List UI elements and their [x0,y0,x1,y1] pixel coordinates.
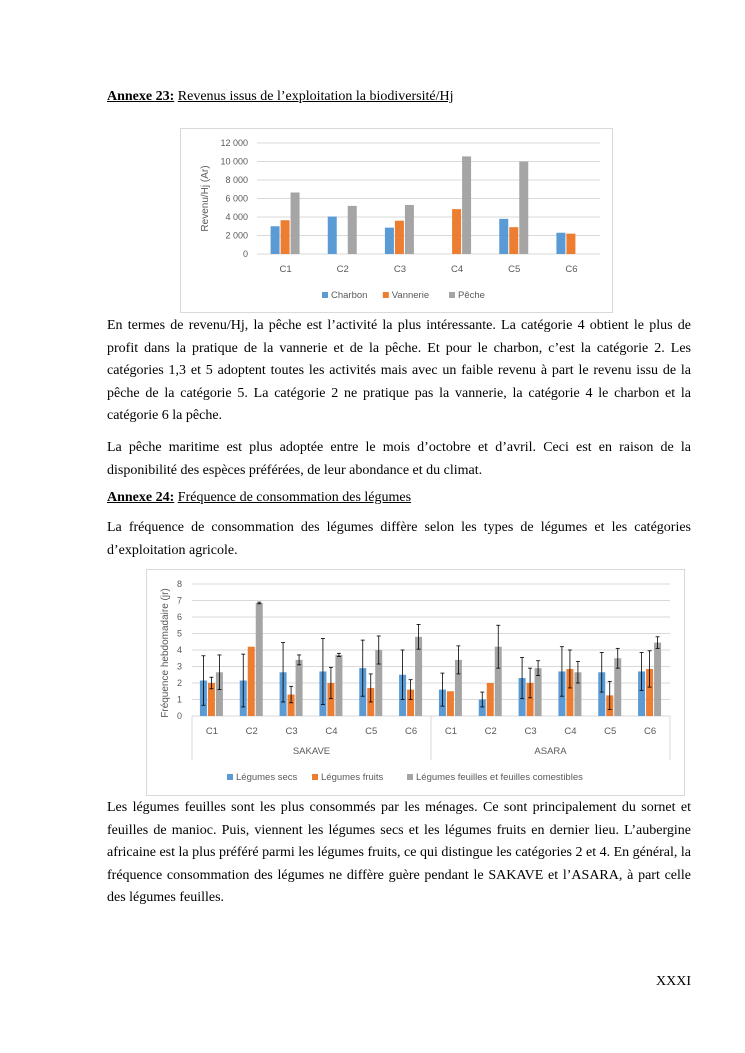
y-tick-label: 3 [176,661,182,672]
x-tick-label: C3 [393,264,406,275]
bar-pêche-c5 [519,162,528,255]
x-tick-label: C3 [524,726,537,737]
y-tick-label: 8 000 [225,175,248,185]
y-tick-label: 7 [176,595,182,606]
bar-vannerie-c6 [566,234,575,254]
y-tick-label: 6 [176,612,182,622]
legend-swatch-vannerie [383,292,389,298]
y-tick-label: 0 [176,711,182,721]
x-tick-label: C6 [644,726,657,737]
bar-pêche-c3 [405,205,414,254]
legend-swatch [312,774,318,780]
legend-label: Légumes feuilles et feuilles comestibles [416,772,583,783]
y-tick-label: 8 [176,579,182,589]
x-tick-label: C6 [565,264,578,275]
paragraph-frequence: La fréquence de consommation des légumes diffère selon les types de légumes et les catégories d’exploitation agricole. [107,520,691,558]
page-number: XXXI [656,974,691,989]
bar-series2-c1 [447,691,454,716]
bar-vannerie-c5 [509,227,518,254]
legend-swatch-charbon [322,292,328,298]
y-tick-label: 6 000 [225,193,248,204]
x-tick-label: C2 [336,264,349,275]
bar-series3-c4 [335,655,342,716]
x-tick-label: C1 [205,726,218,737]
y-tick-label: 0 [242,249,248,259]
bar-pêche-c1 [291,192,300,254]
bar-charbon-c2 [328,217,337,254]
group-label: ASARA [534,746,567,757]
bar-series3-c6 [654,643,661,716]
annex24-heading [107,490,411,506]
bar-vannerie-c4 [452,209,461,254]
y-tick-label: 2 [176,678,182,688]
legend-label: Pêche [458,290,485,301]
x-tick-label: C5 [508,264,521,275]
legend-label: Légumes secs [236,772,298,783]
bar-charbon-c3 [385,228,394,254]
y-tick-label: 4 [176,645,182,655]
revenue-chart-svg [181,129,612,312]
x-tick-label: C4 [451,264,464,275]
y-axis-title: Revenu/Hj (Ar) [200,165,211,232]
x-tick-label: C4 [564,726,577,737]
y-tick-label: 5 [176,628,182,639]
bar-charbon-c1 [271,226,280,254]
x-tick-label: C4 [325,726,338,737]
legend-label: Légumes fruits [321,772,384,783]
frequency-chart-svg [147,570,684,795]
legend-label: Vannerie [391,290,430,301]
legend-swatch [227,774,233,780]
frequency-chart [146,569,685,796]
legend-swatch [407,774,413,780]
revenue-chart [180,128,613,313]
x-tick-label: C1 [279,264,292,275]
bar-series3-c2 [256,603,263,716]
bar-pêche-c2 [348,206,357,254]
annex23-heading [107,89,453,105]
y-tick-label: 12 000 [220,138,248,148]
paragraph-revenue: En termes de revenu/Hj, la pêche est l’activité la plus intéressante. La catégorie 4 obtient le plus de profit dans la pratique de la vannerie et de la pêche. Et pour le charbon, c’est la catégorie 2. Les catégories 1,3 et 5 adoptent toutes les activités mais avec un faible revenu à part le revenu issu de la pêche de la catégorie 5. La catégorie 2 ne pratique pas la vannerie, la catégorie 4 le charbon et la catégorie 6 la pêche. [107,318,691,423]
paragraph-legumes: Les légumes feuilles sont les plus consommés par les ménages. Ce sont principalement du sornet et feuilles de manioc. Puis, viennent les légumes secs et les légumes fruits en dernier lieu. L’aubergine africaine est la plus préféré parmi les légumes fruits, ce qui distingue les catégories 2 et 4. En général, la fréquence consommation des légumes ne diffère guère pendant le SAKAVE et l’ASARA, à part celle des légumes feuilles. [107,800,691,905]
annex23-label: Annexe 23: [107,89,175,104]
x-tick-label: C1 [444,726,457,737]
group-label: SAKAVE [292,746,331,757]
annex23-title: Revenus issus de l’exploitation la biodiversité/Hj [177,89,454,104]
y-tick-label: 1 [176,694,182,705]
bar-charbon-c5 [499,219,508,254]
bar-pêche-c4 [462,156,471,254]
x-tick-label: C6 [405,726,418,737]
legend-swatch-pêche [449,292,455,298]
y-axis-title: Fréquence hebdomadaire (jr) [160,588,171,718]
annex24-title: Fréquence de consommation des légumes [177,490,412,505]
bar-charbon-c6 [556,233,565,254]
legend-label: Charbon [331,290,368,301]
x-tick-label: C5 [365,726,378,737]
bar-series2-c2 [487,683,494,716]
annex24-label: Annexe 24: [107,490,175,505]
y-tick-label: 2 000 [225,230,248,241]
bar-series3-c3 [296,660,303,716]
x-tick-label: C2 [245,726,258,737]
x-tick-label: C5 [604,726,617,737]
y-tick-label: 10 000 [220,156,248,167]
y-tick-label: 4 000 [225,212,248,222]
bar-vannerie-c1 [281,220,290,254]
x-tick-label: C2 [484,726,497,737]
paragraph-peche: La pêche maritime est plus adoptée entre le mois d’octobre et d’avril. Ceci est en raison de la disponibilité des espèces préférées, de leur abondance et du climat. [107,440,691,478]
bar-vannerie-c3 [395,221,404,254]
x-tick-label: C3 [285,726,298,737]
bar-series2-c2 [248,647,255,716]
